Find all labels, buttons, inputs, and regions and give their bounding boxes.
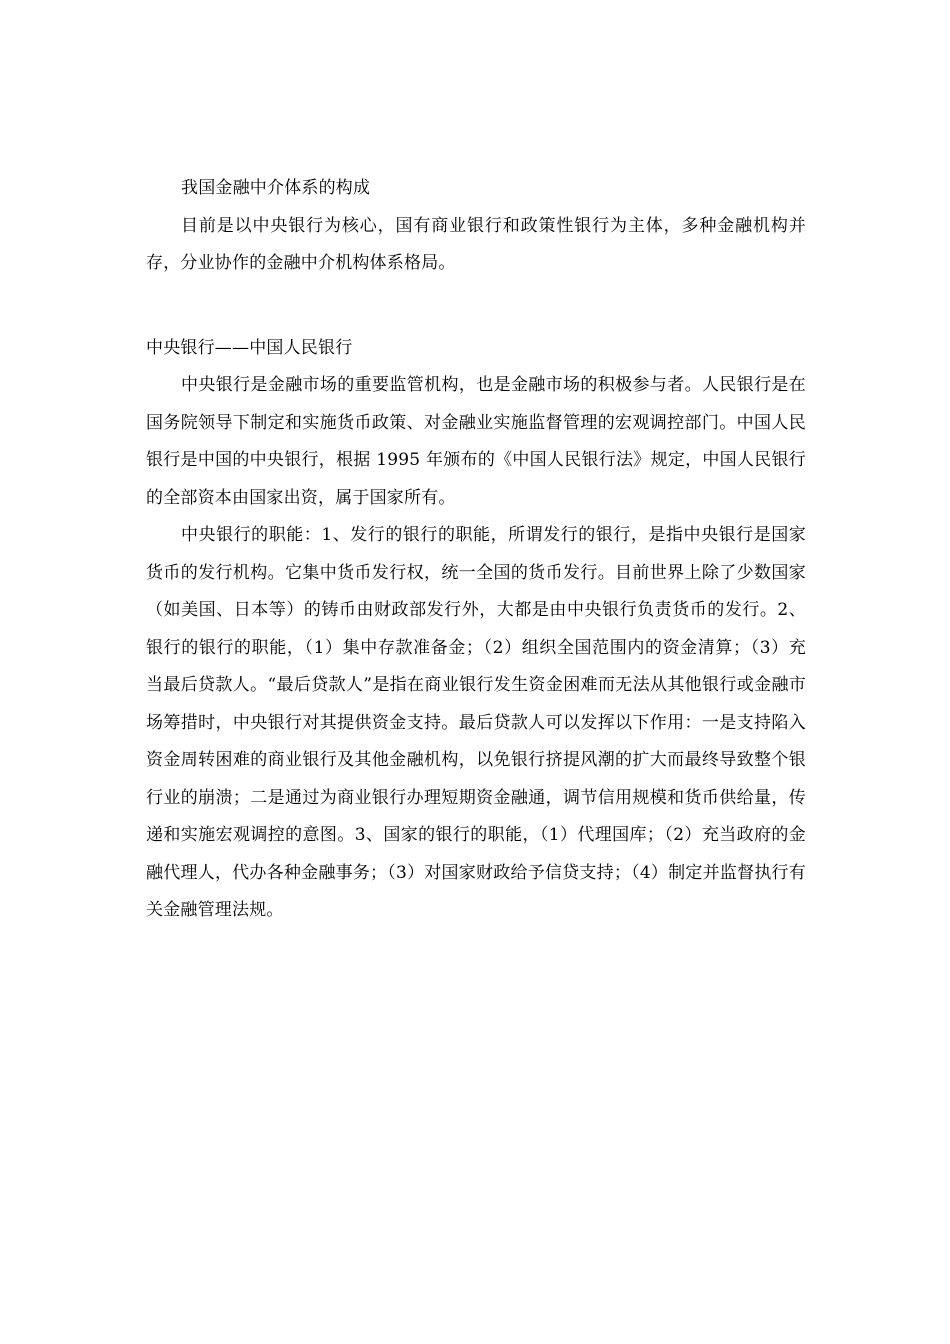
- paragraph-central-bank-functions: 中央银行的职能：1、发行的银行的职能，所谓发行的银行，是指中央银行是国家货币的发行机构。它集中货币发行权，统一全国的货币发行。目前世界上除了少数国家（如美国、日本等）的铸币由财政部发行外，大都是由中央银行负责货币的发行。2、银行的银行的职能，（1）集中存款准备金；（2）组织全国范围内的资金清算；（3）充当最后贷款人。“最后贷款人”是指在商业银行发生资金困难而无法从其他银行或金融市场筹措时，中央银行对其提供资金支持。最后贷款人可以发挥以下作用：一是支持陷入资金周转困难的商业银行及其他金融机构，以免银行挤提风潮的扩大而最终导致整个银行业的崩溃；二是通过为商业银行办理短期资金融通，调节信用规模和货币供给量，传递和实施宏观调控的意图。3、国家的银行的职能，（1）代理国库；（2）充当政府的金融代理人，代办各种金融事务；（3）对国家财政给予信贷支持；（4）制定并监督执行有关金融管理法规。: [146, 525, 806, 920]
- section-spacer: [146, 283, 806, 330]
- paragraph-system-overview: 目前是以中央银行为核心，国有商业银行和政策性银行为主体，多种金融机构并存，分业协作的金融中介机构体系格局。: [146, 215, 806, 273]
- paragraph-central-bank-overview: 中央银行是金融市场的重要监管机构，也是金融市场的积极参与者。人民银行是在国务院领导下制定和实施货币政策、对金融业实施监督管理的宏观调控部门。中国人民银行是中国的中央银行，根据 1995 年颁布的《中国人民银行法》规定，中国人民银行的全部资本由国家出资，属于国家所有。: [146, 375, 806, 508]
- section-title-financial-intermediary-system: 我国金融中介体系的构成: [181, 178, 371, 198]
- section-title-central-bank: 中央银行——中国人民银行: [146, 337, 353, 358]
- document-body: [146, 170, 806, 930]
